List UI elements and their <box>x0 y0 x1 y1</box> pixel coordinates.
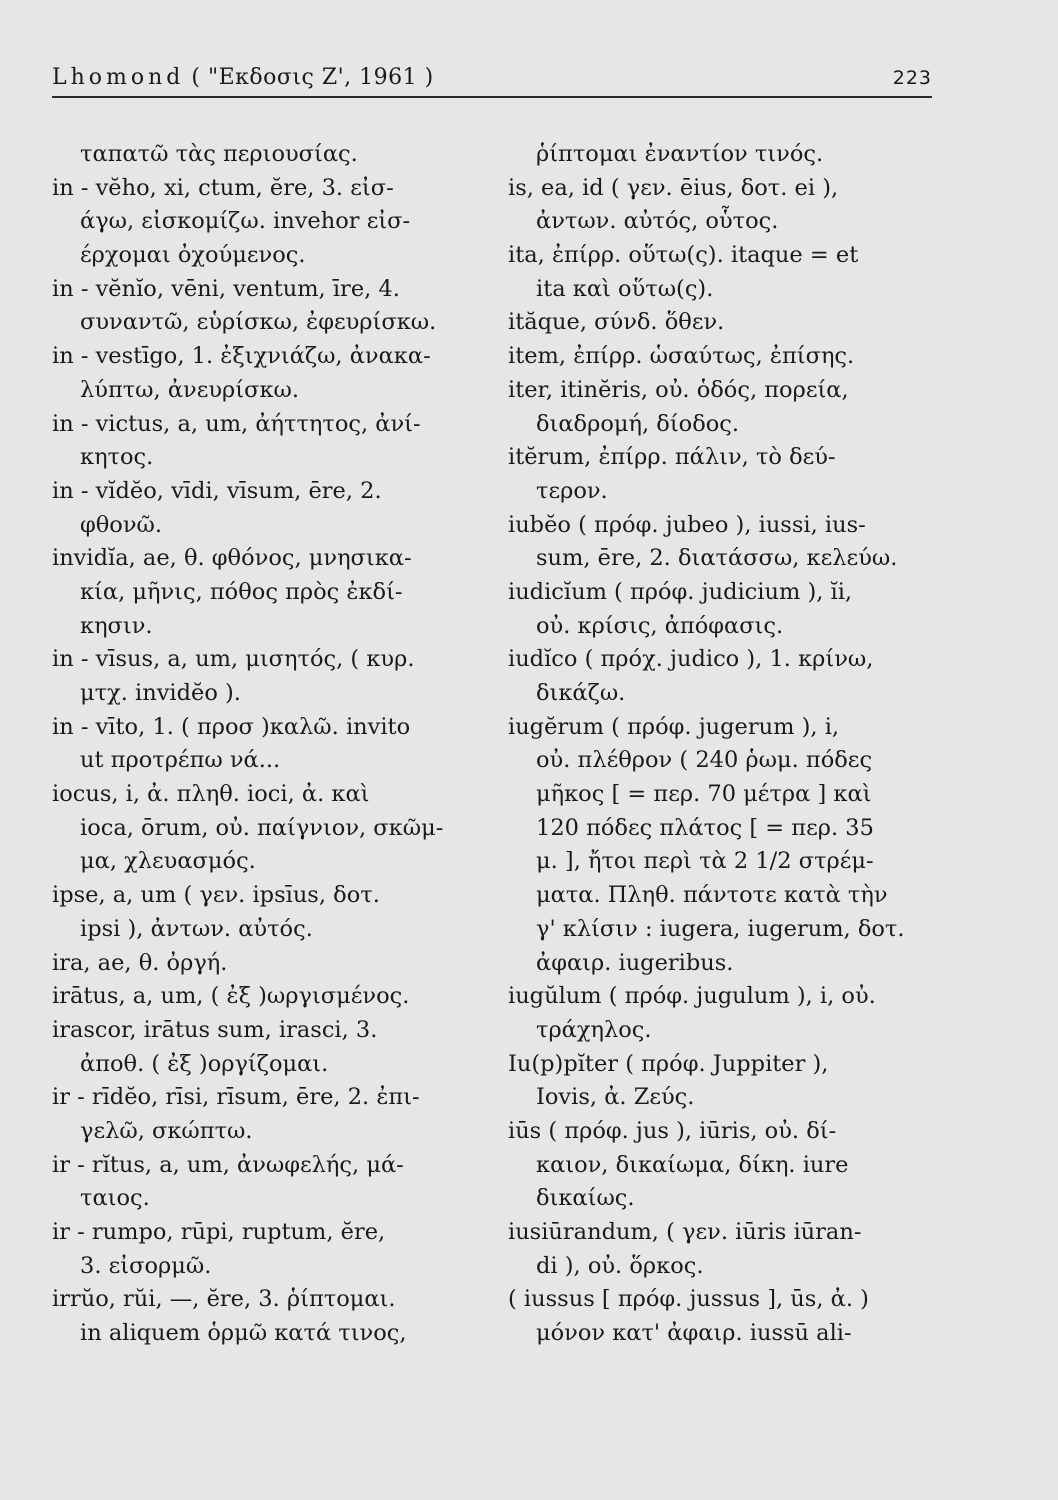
dictionary-line: Iu(p)pĭter ( πρόφ. Juppiter ), <box>508 1050 829 1077</box>
dictionary-line: ita καὶ οὕτω(ς). <box>536 275 714 302</box>
dictionary-line: κητος. <box>80 444 154 471</box>
dictionary-line: γ' κλίσιν : iugera, iugerum, δοτ. <box>536 915 905 942</box>
header-rule <box>52 96 932 98</box>
dictionary-line: οὐ. κρίσις, ἀπόφασις. <box>536 612 784 639</box>
page-number: 223 <box>892 67 932 89</box>
dictionary-line: ir - rumpo, rūpi, ruptum, ĕre, <box>52 1219 386 1245</box>
dictionary-line: di ), οὐ. ὅρκος. <box>536 1252 704 1279</box>
dictionary-line: συναντῶ, εὑρίσκω, ἐφευρίσκω. <box>80 309 437 336</box>
dictionary-line: τράχηλος. <box>536 1016 652 1043</box>
dictionary-line: ut προτρέπω νά... <box>80 747 281 774</box>
dictionary-line: ἀντων. αὐτός, οὗτος. <box>536 208 779 235</box>
dictionary-line: μόνον κατ' ἀφαιρ. iussū ali- <box>536 1320 852 1347</box>
dictionary-line: ir - rīdĕo, rīsi, rīsum, ēre, 2. ἐπι- <box>52 1084 420 1111</box>
dictionary-line: in - victus, a, um, ἀήττητος, ἀνί- <box>52 410 421 437</box>
dictionary-line: in - vīsus, a, um, μισητός, ( κυρ. <box>52 646 415 673</box>
dictionary-line: οὐ. πλέθρον ( 240 ῥωμ. πόδες <box>536 747 873 774</box>
dictionary-line: ioca, ōrum, οὐ. παίγνιον, σκῶμ- <box>80 814 444 841</box>
dictionary-line: άγω, εἰσκομίζω. invehor εἰσ- <box>80 208 411 235</box>
dictionary-line: λύπτω, ἀνευρίσκω. <box>80 376 300 403</box>
dictionary-line: iocus, i, ἀ. πληθ. ioci, ἀ. καὶ <box>52 781 370 808</box>
running-head-edition: ( "Εκδοσις Ζ', 1961 ) <box>191 65 434 90</box>
dictionary-line: in aliquem ὁρμῶ κατά τινος, <box>80 1320 407 1347</box>
dictionary-line: Iovis, ἀ. Ζεύς. <box>536 1084 695 1111</box>
dictionary-line: in - vĭdĕo, vīdi, vīsum, ēre, 2. <box>52 477 382 504</box>
dictionary-line: φθονῶ. <box>80 511 163 538</box>
dictionary-line: ita, ἐπίρρ. οὕτω(ς). itaque = et <box>508 242 859 269</box>
dictionary-line: iūs ( πρόφ. jus ), iūris, οὐ. δί- <box>508 1117 837 1144</box>
dictionary-line: sum, ēre, 2. διατάσσω, κελεύω. <box>536 545 898 572</box>
left-column <box>52 138 477 1351</box>
dictionary-line: 120 πόδες πλάτος [ = περ. 35 <box>536 814 874 841</box>
dictionary-line: ματα. Πληθ. πάντοτε κατὰ τὴν <box>536 882 888 909</box>
dictionary-line: μα, χλευασμός. <box>80 848 256 875</box>
dictionary-line: μτχ. invidĕo ). <box>80 680 241 706</box>
dictionary-line: ipsi ), ἀντων. αὐτός. <box>80 915 313 942</box>
dictionary-line: iter, itinĕris, οὐ. ὁδός, πορεία, <box>508 376 849 403</box>
dictionary-line: δικάζω. <box>536 680 626 706</box>
dictionary-line: in - vĕho, xi, ctum, ĕre, 3. εἰσ- <box>52 174 394 201</box>
dictionary-line: ταιος. <box>80 1185 150 1212</box>
dictionary-line: καιον, δικαίωμα, δίκη. iure <box>536 1151 849 1178</box>
dictionary-line: irascor, irātus sum, irasci, 3. <box>52 1016 378 1043</box>
dictionary-line: invidĭa, ae, θ. φθόνος, μνησικα- <box>52 545 412 572</box>
dictionary-line: irātus, a, um, ( ἐξ )ωργισμένος. <box>52 983 410 1010</box>
dictionary-line: ἀποθ. ( ἐξ )οργίζομαι. <box>80 1050 329 1077</box>
dictionary-line: μ. ], ἤτοι περὶ τὰ 2 1/2 στρέμ- <box>536 848 874 875</box>
running-head <box>52 64 932 92</box>
dictionary-line: κησιν. <box>80 612 153 639</box>
dictionary-line: in - vestīgo, 1. ἐξιχνιάζω, ἀνακα- <box>52 343 431 370</box>
dictionary-line: iusiūrandum, ( γεν. iūris iūran- <box>508 1219 862 1245</box>
dictionary-line: μῆκος [ = περ. 70 μέτρα ] καὶ <box>536 781 872 808</box>
dictionary-line: ( iussus [ πρόφ. jussus ], ūs, ἀ. ) <box>508 1286 869 1313</box>
dictionary-line: in - vīto, 1. ( προσ )καλῶ. invito <box>52 713 411 740</box>
running-head-author: Lhomond <box>52 65 185 90</box>
dictionary-line: δικαίως. <box>536 1185 635 1212</box>
dictionary-line: irrŭo, rŭi, —, ĕre, 3. ῥίπτομαι. <box>52 1286 396 1313</box>
right-column <box>508 138 933 1351</box>
dictionary-line: ităque, σύνδ. ὅθεν. <box>508 309 725 336</box>
dictionary-line: is, ea, id ( γεν. ēius, δοτ. ei ), <box>508 174 839 201</box>
dictionary-line: item, ἐπίρρ. ὡσαύτως, ἐπίσης. <box>508 343 855 370</box>
running-head-left <box>52 64 434 92</box>
dictionary-line: ῥίπτομαι ἐναντίον τινός. <box>536 141 824 167</box>
dictionary-line: τερον. <box>536 477 608 504</box>
dictionary-line: iudicĭum ( πρόφ. judicium ), ĭi, <box>508 578 853 605</box>
dictionary-line: 3. εἰσορμῶ. <box>80 1252 212 1279</box>
dictionary-line: ἀφαιρ. iugeribus. <box>536 949 734 976</box>
dictionary-line: ipse, a, um ( γεν. ipsīus, δοτ. <box>52 882 380 909</box>
dictionary-line: iudĭco ( πρόχ. judico ), 1. κρίνω, <box>508 646 874 673</box>
dictionary-line: ira, ae, θ. ὀργή. <box>52 949 228 976</box>
dictionary-line: έρχομαι ὀχούμενος. <box>80 242 306 269</box>
dictionary-line: iubĕo ( πρόφ. jubeo ), iussi, ius- <box>508 511 866 538</box>
dictionary-line: διαδρομή, δίοδος. <box>536 410 740 437</box>
dictionary-line: γελῶ, σκώπτω. <box>80 1117 253 1144</box>
dictionary-line: κία, μῆνις, πόθος πρὸς ἐκδί- <box>80 578 403 605</box>
dictionary-line: iugĕrum ( πρόφ. jugerum ), i, <box>508 713 840 740</box>
dictionary-line: in - vĕnĭo, vēni, ventum, īre, 4. <box>52 275 400 302</box>
dictionary-line: iugŭlum ( πρόφ. jugulum ), i, οὐ. <box>508 983 876 1010</box>
dictionary-line: ταπατῶ τὰς περιουσίας. <box>80 141 358 167</box>
dictionary-line: ir - rĭtus, a, um, ἀνωφελής, μά- <box>52 1151 404 1178</box>
dictionary-line: itĕrum, ἐπίρρ. πάλιν, τὸ δεύ- <box>508 444 836 471</box>
